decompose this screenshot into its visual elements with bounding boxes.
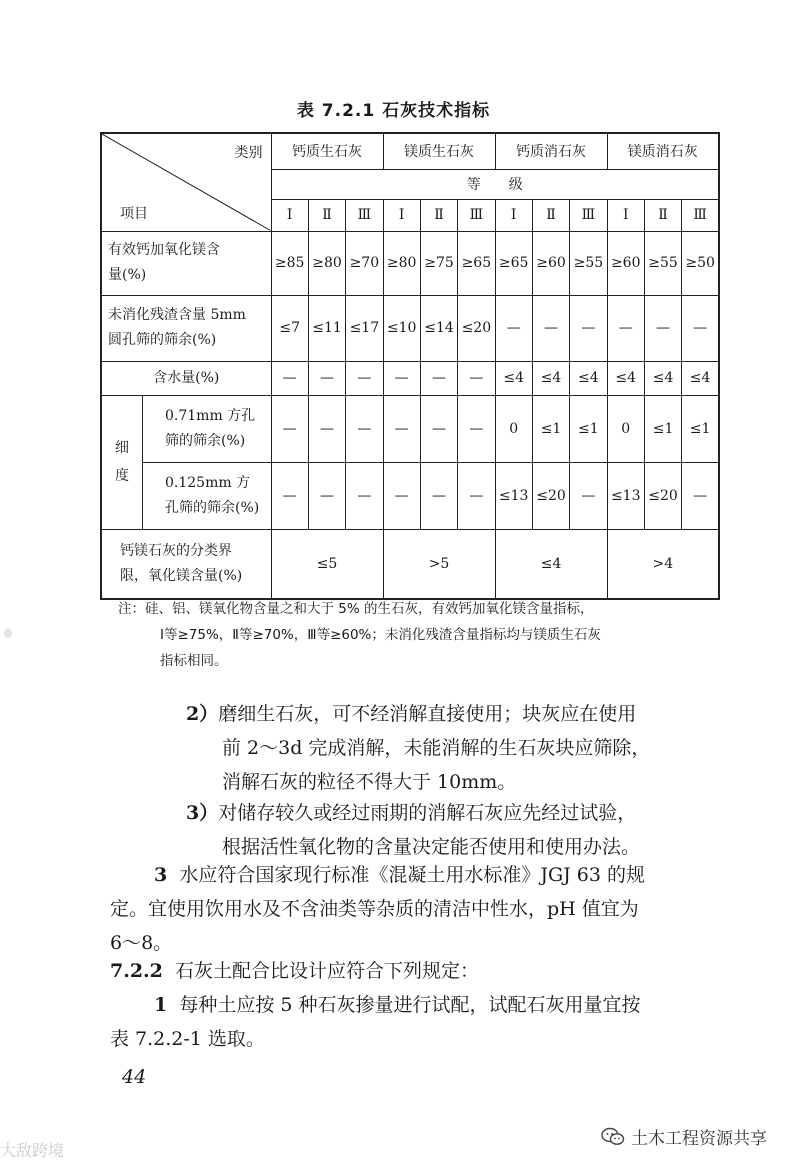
paragraph: 1 每种土应按 5 种石灰掺量进行试配，试配石灰用量宜按 表 7.2.2-1 选取。 (110, 994, 641, 1050)
value-cell: ≤7 (271, 295, 308, 361)
value-cell: ≤1 (532, 395, 569, 462)
watermark-right: 土木工程资源共享 (601, 1124, 767, 1149)
item-number: 1 (154, 994, 168, 1016)
item-number: 2） (186, 703, 219, 725)
grade-cell: Ⅱ (308, 199, 345, 231)
value-cell: ≥75 (420, 231, 457, 295)
grade-header: 等 级 (271, 169, 719, 199)
scan-mark (4, 628, 12, 638)
value-cell: 0 (495, 395, 532, 462)
value-cell: ≤5 (271, 529, 383, 599)
value-cell: ≥65 (495, 231, 532, 295)
value-cell: — (346, 361, 383, 395)
category-header: 钙质生石灰 (271, 133, 383, 169)
section-number: 7.2.2 (110, 960, 163, 982)
value-cell: — (570, 295, 607, 361)
table-row (101, 231, 719, 295)
value-cell: ≤14 (420, 295, 457, 361)
value-cell: — (271, 361, 308, 395)
row-label: 含水量(%) (101, 361, 271, 395)
value-cell: ≥60 (607, 231, 644, 295)
value-cell: ≤4 (495, 361, 532, 395)
category-header: 镁质消石灰 (607, 133, 719, 169)
value-cell: ≤17 (346, 295, 383, 361)
value-cell: ≤4 (570, 361, 607, 395)
grade-cell: Ⅲ (346, 199, 383, 231)
value-cell: ≤1 (570, 395, 607, 462)
table-row (101, 361, 719, 395)
table-note: 注：硅、铝、镁氧化物含量之和大于 5% 的生石灰，有效钙加氧化镁含量指标， Ⅰ等≥75%，Ⅱ等≥70%，Ⅲ等≥60%；未消化残渣含量指标均与镁质生石灰 指标相同。 (118, 601, 601, 669)
value-cell: ≥80 (308, 231, 345, 295)
value-cell: ≥55 (570, 231, 607, 295)
value-cell: — (682, 295, 719, 361)
list-item: 2）磨细生石灰，可不经消解直接使用；块灰应在使用 前 2～3d 完成消解，未能消解的生石灰块应筛除， 消解石灰的粒径不得大于 10mm。 (186, 703, 651, 793)
grade-cell: Ⅱ (532, 199, 569, 231)
table-row (101, 395, 719, 462)
list-item: 3）对储存较久或经过雨期的消解石灰应先经过试验， 根据活性氧化物的含量决定能否使用和使用办法。 (186, 802, 641, 858)
grade-cell: Ⅰ (271, 199, 308, 231)
value-cell: ≥70 (346, 231, 383, 295)
category-header: 镁质生石灰 (383, 133, 495, 169)
watermark-left: 大敌跨境 (0, 1141, 65, 1160)
item-number: 3 (154, 864, 168, 886)
fineness-sub-label: 0.125mm 方 孔筛的筛余(%) (165, 474, 260, 516)
grade-cell: Ⅰ (383, 199, 420, 231)
value-cell: — (458, 361, 495, 395)
grade-cell: Ⅲ (570, 199, 607, 231)
row-label: 钙镁石灰的分类界 限，氧化镁含量(%) (101, 529, 271, 599)
value-cell: ≤4 (644, 361, 681, 395)
table-row (101, 295, 719, 361)
corner-category-label: 类别 (234, 145, 263, 161)
value-cell: — (420, 462, 457, 529)
paragraph: 3 水应符合国家现行标准《混凝土用水标准》JGJ 63 的规 定。宜使用饮用水及不含油类等杂质的清洁中性水，pH 值宜为 6～8。 (110, 864, 645, 954)
value-cell: ≤13 (495, 462, 532, 529)
value-cell: ≤20 (532, 462, 569, 529)
value-cell: ≤1 (644, 395, 681, 462)
value-cell: ≥85 (271, 231, 308, 295)
grade-cell: Ⅲ (682, 199, 719, 231)
value-cell: ≤1 (682, 395, 719, 462)
value-cell: — (495, 295, 532, 361)
value-cell: ≤4 (495, 529, 607, 599)
table-row (101, 529, 719, 599)
value-cell: — (308, 462, 345, 529)
row-label: 有效钙加氧化镁含 量(%) (101, 231, 271, 295)
value-cell: — (308, 395, 345, 462)
category-header: 钙质消石灰 (495, 133, 607, 169)
value-cell: — (570, 462, 607, 529)
page-number: 44 (122, 1066, 147, 1088)
value-cell: — (346, 395, 383, 462)
fineness-label: 细 度 (102, 396, 143, 529)
value-cell: ≥55 (644, 231, 681, 295)
value-cell: ≤10 (383, 295, 420, 361)
fineness-sub-label: 0.71mm 方孔 筛的筛余(%) (143, 396, 271, 463)
value-cell: — (383, 361, 420, 395)
value-cell: — (532, 295, 569, 361)
value-cell: >4 (607, 529, 719, 599)
value-cell: 0 (607, 395, 644, 462)
value-cell: ≤20 (644, 462, 681, 529)
value-cell: — (308, 361, 345, 395)
value-cell: ≤4 (607, 361, 644, 395)
value-cell: — (644, 295, 681, 361)
value-cell: — (420, 395, 457, 462)
table-title: 表 7.2.1 石灰技术指标 (296, 101, 491, 121)
value-cell: — (383, 395, 420, 462)
value-cell: ≥50 (682, 231, 719, 295)
value-cell: — (271, 462, 308, 529)
value-cell: — (420, 361, 457, 395)
value-cell: >5 (383, 529, 495, 599)
value-cell: ≥65 (458, 231, 495, 295)
value-cell: ≤20 (458, 295, 495, 361)
grade-cell: Ⅱ (420, 199, 457, 231)
fineness-subtable (102, 396, 271, 529)
grade-cell: Ⅱ (644, 199, 681, 231)
value-cell: — (346, 462, 383, 529)
lime-spec-table (100, 132, 720, 600)
item-number: 3） (186, 802, 219, 824)
grade-cell: Ⅰ (607, 199, 644, 231)
value-cell: — (682, 462, 719, 529)
grade-cell: Ⅲ (458, 199, 495, 231)
value-cell: — (458, 395, 495, 462)
corner-header (101, 133, 271, 231)
value-cell: ≤4 (682, 361, 719, 395)
value-cell: ≥60 (532, 231, 569, 295)
section-heading: 7.2.2 石灰土配合比设计应符合下列规定： (110, 960, 479, 982)
value-cell: — (271, 395, 308, 462)
fineness-group (101, 395, 271, 529)
value-cell: ≤13 (607, 462, 644, 529)
grade-cell: Ⅰ (495, 199, 532, 231)
wechat-icon (601, 1127, 625, 1147)
corner-item-label: 项目 (120, 205, 148, 222)
value-cell: — (458, 462, 495, 529)
value-cell: — (607, 295, 644, 361)
value-cell: — (383, 462, 420, 529)
value-cell: ≤4 (532, 361, 569, 395)
row-label: 未消化残渣含量 5mm 圆孔筛的筛余(%) (101, 295, 271, 361)
value-cell: ≥80 (383, 231, 420, 295)
value-cell: ≤11 (308, 295, 345, 361)
